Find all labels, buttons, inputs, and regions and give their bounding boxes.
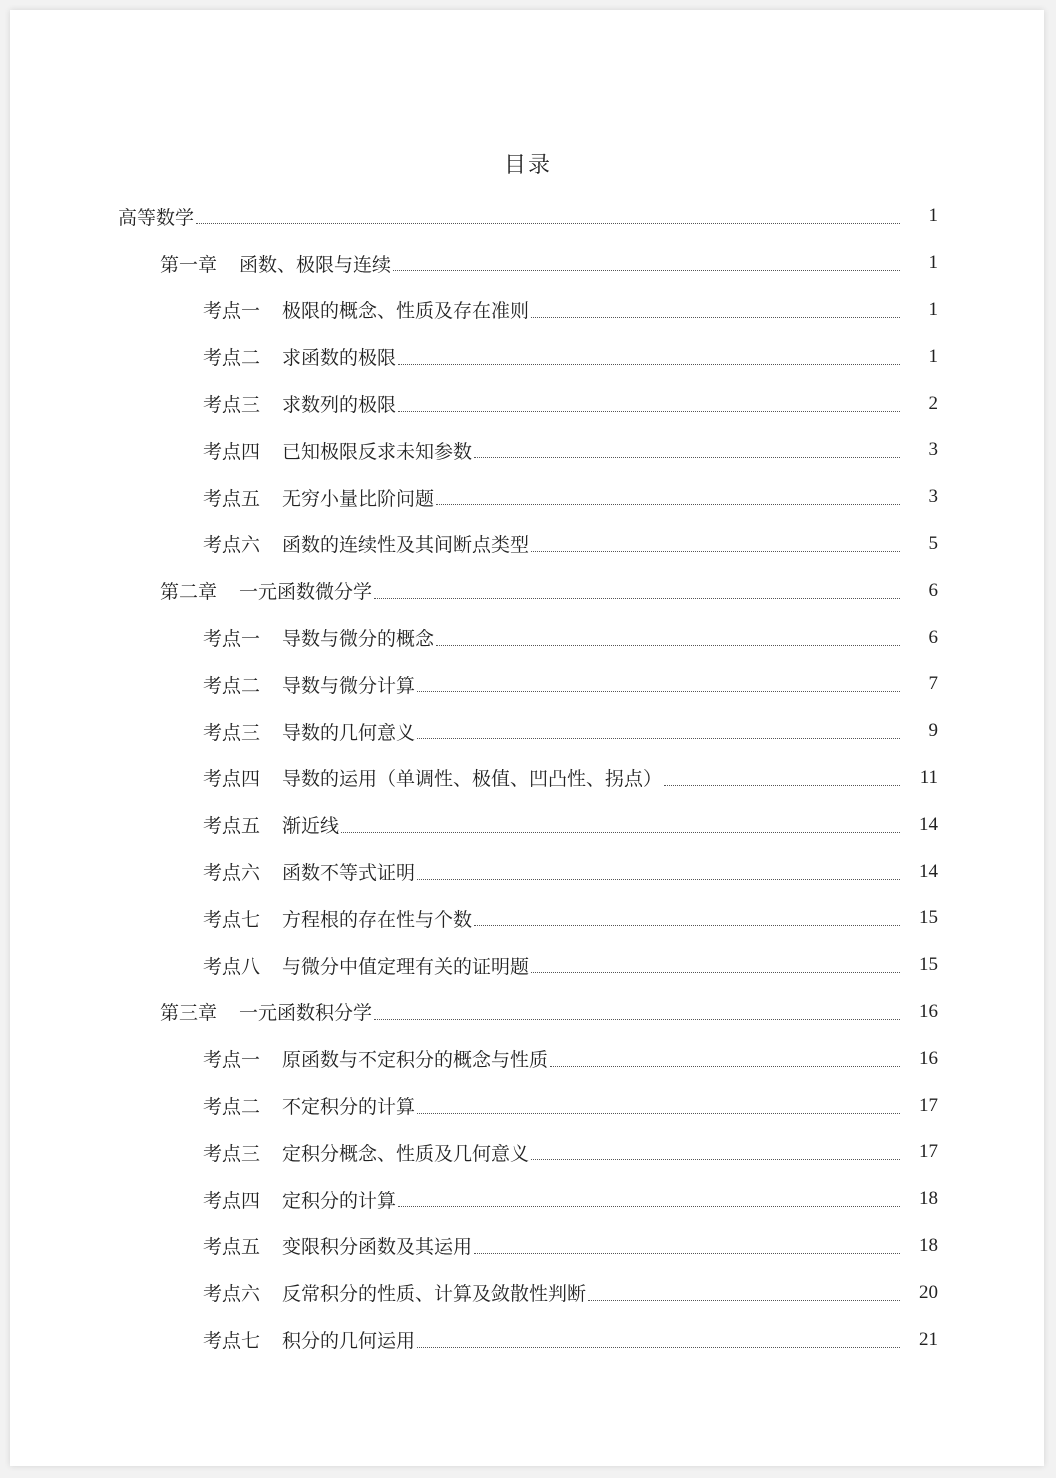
dot-leader	[417, 690, 900, 692]
toc-entry-prefix: 考点五	[203, 487, 261, 510]
toc-entry-text: 函数、极限与连续	[239, 253, 392, 276]
toc-entry[interactable]	[0, 755, 1056, 802]
toc-entry[interactable]	[0, 942, 1056, 989]
toc-entry-text: 变限积分函数及其运用	[282, 1236, 473, 1259]
toc-entry-text: 反常积分的性质、计算及敛散性判断	[282, 1283, 587, 1306]
toc-page-number: 14	[919, 860, 938, 882]
page-title: 目录	[503, 153, 552, 178]
toc-entry-prefix: 考点二	[203, 347, 261, 370]
toc-entry-prefix: 考点六	[203, 534, 261, 557]
toc-entry-prefix: 考点四	[203, 768, 261, 791]
toc-page-number: 1	[928, 298, 938, 320]
toc-entry[interactable]	[0, 895, 1056, 942]
toc-page-number: 1	[928, 205, 938, 227]
toc-entry-prefix: 考点六	[203, 862, 261, 885]
toc-entry-text: 导数与微分计算	[282, 674, 416, 697]
toc-page-number: 17	[919, 1094, 938, 1116]
toc-page-number: 2	[928, 392, 938, 414]
dot-leader	[196, 222, 900, 224]
toc-entry-prefix: 考点一	[203, 628, 261, 651]
toc-entry-text: 渐近线	[282, 815, 340, 838]
dot-leader	[531, 550, 900, 552]
toc-page-number: 16	[919, 1047, 938, 1069]
dot-leader	[417, 878, 900, 880]
toc-entry-prefix: 考点七	[203, 1330, 261, 1353]
toc-page-number: 6	[928, 626, 938, 648]
toc-entry[interactable]	[0, 474, 1056, 521]
toc-page-number: 20	[919, 1281, 938, 1303]
toc-entry-text: 导数的几何意义	[282, 721, 416, 744]
toc-entry-text: 一元函数积分学	[239, 1002, 373, 1025]
toc-entry-prefix: 考点一	[203, 300, 261, 323]
toc-entry-prefix: 第三章	[160, 1002, 218, 1025]
dot-leader	[588, 1299, 900, 1301]
toc-page-number: 15	[919, 954, 938, 976]
toc-entry[interactable]	[0, 989, 1056, 1036]
dot-leader	[436, 503, 900, 505]
toc-entry[interactable]	[0, 848, 1056, 895]
dot-leader	[474, 924, 900, 926]
toc-entry[interactable]	[0, 1176, 1056, 1223]
dot-leader	[398, 1205, 900, 1207]
toc-entry-text: 导数的运用（单调性、极值、凹凸性、拐点）	[282, 768, 663, 791]
dot-leader	[374, 597, 900, 599]
toc-entry-text: 积分的几何运用	[282, 1330, 416, 1353]
toc-entry-prefix: 考点三	[203, 1142, 261, 1165]
toc-entry-prefix: 考点一	[203, 1049, 261, 1072]
toc-page-number: 1	[928, 345, 938, 367]
dot-leader	[664, 784, 900, 786]
toc-entry-prefix: 考点三	[203, 721, 261, 744]
toc-entry[interactable]	[0, 287, 1056, 334]
toc-entry-text: 导数与微分的概念	[282, 628, 435, 651]
toc-page-number: 17	[919, 1141, 938, 1163]
toc-entry-text: 函数不等式证明	[282, 862, 416, 885]
toc-entry-prefix: 考点四	[203, 1189, 261, 1212]
toc-page-number: 3	[928, 439, 938, 461]
toc-entry-prefix: 考点八	[203, 955, 261, 978]
toc-entry[interactable]	[0, 1035, 1056, 1082]
toc-page-number: 18	[919, 1234, 938, 1256]
toc-page-number: 5	[928, 532, 938, 554]
toc-page-number: 6	[928, 579, 938, 601]
toc-entry-text: 无穷小量比阶问题	[282, 487, 435, 510]
toc-entry-text: 已知极限反求未知参数	[282, 440, 473, 463]
dot-leader	[474, 1252, 900, 1254]
toc-entry-text: 原函数与不定积分的概念与性质	[282, 1049, 549, 1072]
toc-entry[interactable]	[0, 1269, 1056, 1316]
dot-leader	[417, 1112, 900, 1114]
toc-page-number: 3	[928, 486, 938, 508]
toc-entry-prefix: 考点六	[203, 1283, 261, 1306]
toc-page-number: 14	[919, 813, 938, 835]
toc-entry[interactable]	[0, 333, 1056, 380]
toc-entry-text: 与微分中值定理有关的证明题	[282, 955, 530, 978]
dot-leader	[341, 831, 900, 833]
dot-leader	[417, 737, 900, 739]
toc-entry-text: 定积分的计算	[282, 1189, 397, 1212]
toc-page-number: 21	[919, 1328, 938, 1350]
toc-entry-text: 高等数学	[118, 206, 195, 229]
toc-entry-text: 一元函数微分学	[239, 581, 373, 604]
toc-entry-prefix: 考点七	[203, 908, 261, 931]
toc-entry-prefix: 第二章	[160, 581, 218, 604]
dot-leader	[550, 1065, 900, 1067]
dot-leader	[531, 1158, 900, 1160]
toc-entry[interactable]	[0, 801, 1056, 848]
toc-entry[interactable]	[0, 193, 1056, 240]
toc-page-number: 7	[928, 673, 938, 695]
toc-entry[interactable]	[0, 567, 1056, 614]
toc-page-number: 1	[928, 252, 938, 274]
toc-entry-prefix: 考点二	[203, 1096, 261, 1119]
toc-entry-prefix: 考点五	[203, 1236, 261, 1259]
toc-entry[interactable]	[0, 708, 1056, 755]
toc-entry-text: 不定积分的计算	[282, 1096, 416, 1119]
dot-leader	[393, 269, 900, 271]
toc-page-number: 18	[919, 1188, 938, 1210]
dot-leader	[417, 1346, 900, 1348]
toc-page-number: 9	[928, 720, 938, 742]
toc-entry-text: 求函数的极限	[282, 347, 397, 370]
toc-entry-text: 定积分概念、性质及几何意义	[282, 1142, 530, 1165]
toc-entry-prefix: 考点四	[203, 440, 261, 463]
toc-entry-prefix: 考点二	[203, 674, 261, 697]
toc-entry-prefix: 考点三	[203, 394, 261, 417]
toc-entry[interactable]	[0, 521, 1056, 568]
toc-entry[interactable]	[0, 661, 1056, 708]
toc-entry-text: 方程根的存在性与个数	[282, 908, 473, 931]
dot-leader	[374, 1018, 900, 1020]
dot-leader	[436, 644, 900, 646]
toc-page-number: 16	[919, 1000, 938, 1022]
dot-leader	[531, 316, 900, 318]
toc-entry[interactable]	[0, 240, 1056, 287]
toc-entry-prefix: 第一章	[160, 253, 218, 276]
toc-entry[interactable]	[0, 1129, 1056, 1176]
toc-entry[interactable]	[0, 380, 1056, 427]
toc-entry-text: 函数的连续性及其间断点类型	[282, 534, 530, 557]
dot-leader	[474, 456, 900, 458]
toc-entry[interactable]	[0, 614, 1056, 661]
toc-entry-prefix: 考点五	[203, 815, 261, 838]
toc-entry-text: 极限的概念、性质及存在准则	[282, 300, 530, 323]
toc-entry[interactable]	[0, 1316, 1056, 1363]
dot-leader	[398, 363, 900, 365]
dot-leader	[398, 410, 900, 412]
table-of-contents	[0, 193, 1056, 1363]
toc-page-number: 11	[919, 766, 938, 788]
toc-page-number: 15	[919, 907, 938, 929]
dot-leader	[531, 971, 900, 973]
toc-entry[interactable]	[0, 1223, 1056, 1270]
toc-entry[interactable]	[0, 1082, 1056, 1129]
toc-entry[interactable]	[0, 427, 1056, 474]
toc-entry-text: 求数列的极限	[282, 394, 397, 417]
